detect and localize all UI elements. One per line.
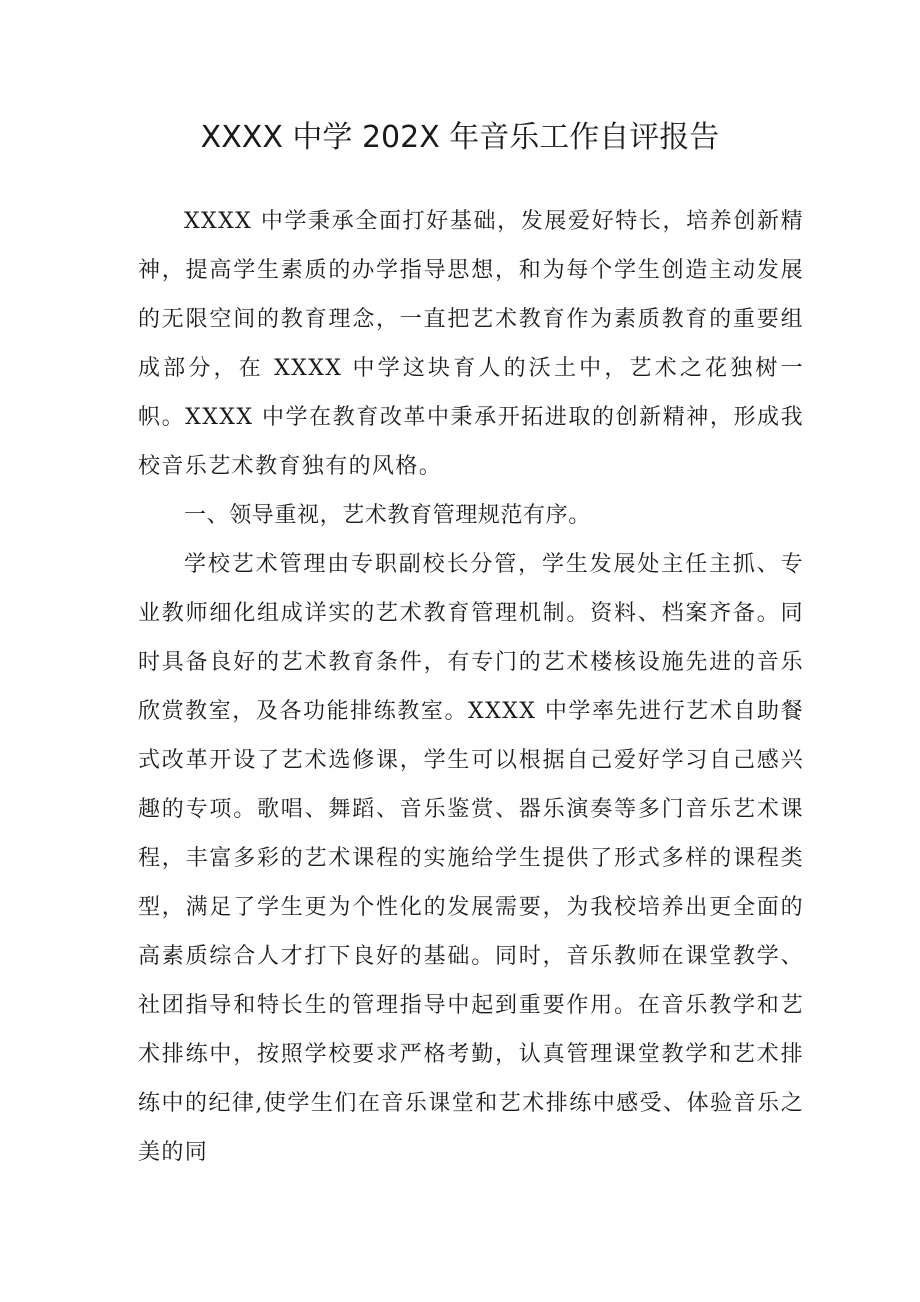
document-title: XXXX 中学 202X 年音乐工作自评报告 xyxy=(200,120,720,155)
section-1-paragraph: 学校艺术管理由专职副校长分管，学生发展处主任主抓、专业教师细化组成详实的艺术教育管理机制。资料、档案齐备。同时具备良好的艺术教育条件，有专门的艺术楼核设施先进的音乐欣赏教室，及各功能排练教室。XXXX 中学率先进行艺术自助餐式改革开设了艺术选修课，学生可以根据自己爱好学习自己感兴趣的专项。歌唱、舞蹈、音乐鉴赏、器乐演奏等多门音乐艺术课程，丰富多彩的艺术课程的实施给学生提供了形式多样的课程类型，满足了学生更为个性化的发展需要，为我校培养出更全面的高素质综合人才打下良好的基础。同时，音乐教师在课堂教学、社团指导和特长生的管理指导中起到重要作用。在音乐教学和艺术排练中，按照学校要求严格考勤，认真管理课堂教学和艺术排练中的纪律,使学生们在音乐课堂和艺术排练中感受、体验音乐之美的同 xyxy=(138,552,804,1165)
intro-paragraph: XXXX 中学秉承全面打好基础，发展爱好特长，培养创新精神，提高学生素质的办学指导思想，和为每个学生创造主动发展的无限空间的教育理念，一直把艺术教育作为素质教育的重要组成部分，在 XXXX 中学这块育人的沃土中，艺术之花独树一帜。XXXX 中学在教育改革中秉承开拓进取的创新精神，形成我校音乐艺术教育独有的风格。 xyxy=(138,209,804,479)
section-1-heading: 一、领导重视，艺术教育管理规范有序。 xyxy=(184,503,591,528)
document-body xyxy=(138,197,804,1177)
